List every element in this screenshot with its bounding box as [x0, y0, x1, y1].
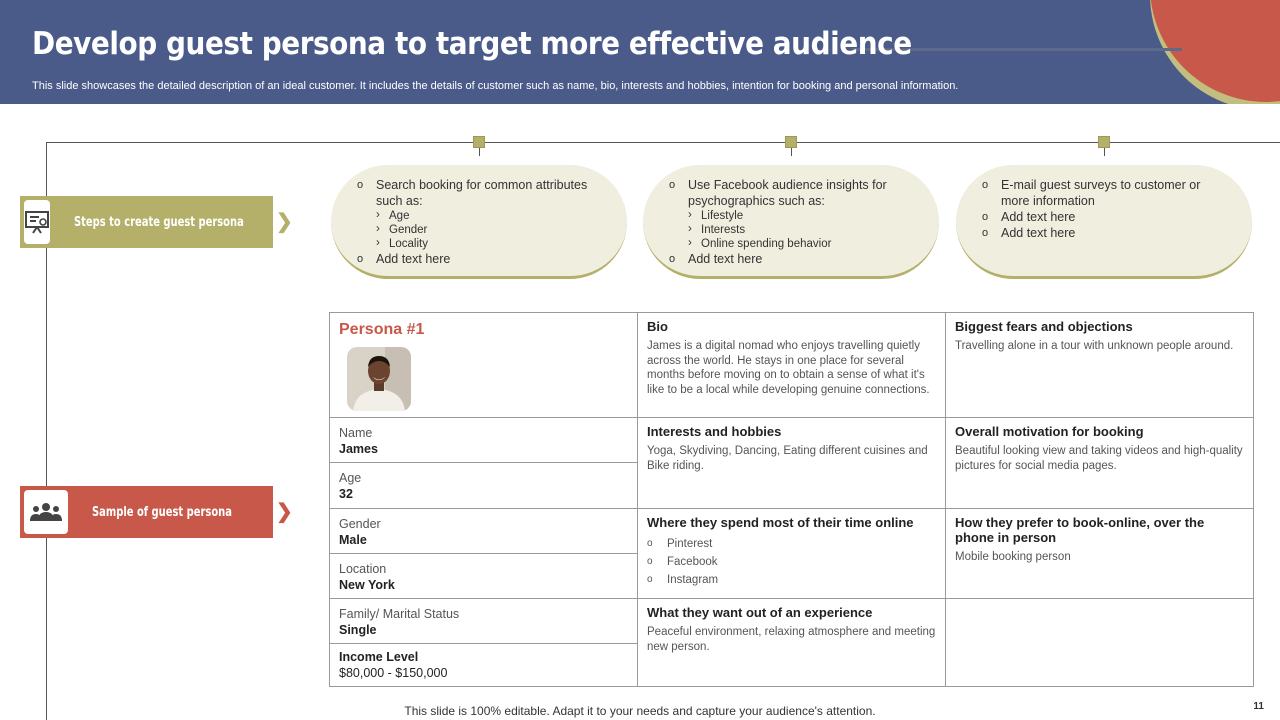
- step-sample-persona: [20, 486, 273, 538]
- slide-subtitle: This slide showcases the detailed description of an ideal customer. It includes the details of customer such as name, bio, interests and hobbies, intention for booking and personal information.: [32, 80, 959, 92]
- field-income-cell: [330, 644, 638, 687]
- pill-subitem: › Interests: [669, 223, 917, 237]
- chevron-right-icon: ❯: [276, 501, 293, 523]
- step-label: Steps to create guest persona: [74, 214, 244, 230]
- field-marital-cell: [330, 599, 638, 644]
- slide-header: [0, 0, 1280, 104]
- bio-cell: [638, 313, 946, 418]
- page-number: 11: [1253, 701, 1264, 712]
- field-value: $80,000 - $150,000: [339, 666, 448, 680]
- empty-cell: [946, 599, 1254, 687]
- pill-subitem: › Locality: [357, 237, 605, 251]
- online-list: [647, 535, 936, 589]
- cell-heading: Where they spend most of their time online: [647, 515, 914, 530]
- decorative-arc-red: [1150, 0, 1280, 102]
- step-label: Sample of guest persona: [92, 504, 232, 520]
- persona-header-cell: [330, 313, 638, 418]
- cell-text: Mobile booking person: [955, 551, 1071, 563]
- footer-note: This slide is 100% editable. Adapt it to your needs and capture your audience's attention.: [404, 704, 876, 718]
- cell-heading: What they want out of an experience: [647, 605, 873, 620]
- field-value: James: [339, 442, 378, 456]
- interests-cell: [638, 418, 946, 509]
- pill-subitem: › Age: [357, 209, 605, 223]
- pill-item: o E-mail guest surveys to customer or more information: [982, 177, 1230, 209]
- field-value: Single: [339, 623, 377, 637]
- want-cell: [638, 599, 946, 687]
- pill-item: o Add text here: [982, 209, 1230, 225]
- pill-subitem: › Lifestyle: [669, 209, 917, 223]
- pill-subitem: › Online spending behavior: [669, 237, 917, 251]
- field-gender-cell: [330, 509, 638, 554]
- pill-item: o Add text here: [982, 225, 1230, 241]
- cell-heading: Overall motivation for booking: [955, 424, 1144, 439]
- fears-cell: [946, 313, 1254, 418]
- list-item: o Instagram: [647, 571, 936, 589]
- field-value: New York: [339, 578, 395, 592]
- connector-node-1: [473, 136, 485, 148]
- connector-node-2: [785, 136, 797, 148]
- pill-item: o Search booking for common attributes such as:: [357, 177, 605, 209]
- cell-heading: Interests and hobbies: [647, 424, 782, 439]
- step-pill-1: [331, 165, 627, 279]
- cell-heading: Biggest fears and objections: [955, 319, 1133, 334]
- cell-text: Peaceful environment, relaxing atmosphere and meeting new person.: [647, 626, 936, 653]
- cell-text: Travelling alone in a tour with unknown people around.: [955, 340, 1234, 352]
- field-label: Location: [339, 562, 387, 576]
- field-label: Gender: [339, 517, 381, 531]
- step-create-persona: [20, 196, 273, 248]
- cell-heading: Bio: [647, 319, 668, 334]
- persona-avatar: [347, 347, 411, 411]
- timeline-horizontal-line: [46, 142, 1280, 143]
- list-item: o Facebook: [647, 553, 936, 571]
- list-item: o Pinterest: [647, 535, 936, 553]
- online-cell: [638, 509, 946, 599]
- field-label: Age: [339, 471, 362, 485]
- field-value: Male: [339, 533, 367, 547]
- field-location-cell: [330, 554, 638, 599]
- connector-node-3: [1098, 136, 1110, 148]
- chevron-right-icon: ❯: [276, 211, 293, 233]
- step-pill-3: [956, 165, 1252, 279]
- cell-text: Beautiful looking view and taking videos and high-quality pictures for social media pages.: [955, 445, 1243, 472]
- field-name-cell: [330, 418, 638, 463]
- slide-title: Develop guest persona to target more effective audience: [32, 26, 912, 62]
- pill-item: o Use Facebook audience insights for psychographics such as:: [669, 177, 917, 209]
- field-age-cell: [330, 463, 638, 509]
- pill-item: o Add text here: [669, 251, 917, 267]
- cell-heading: How they prefer to book-online, over the phone in person: [955, 515, 1205, 545]
- pill-subitem: › Gender: [357, 223, 605, 237]
- users-group-icon: [24, 490, 68, 534]
- pill-item: o Add text here: [357, 251, 605, 267]
- field-label: Family/ Marital Status: [339, 607, 460, 621]
- cell-text: James is a digital nomad who enjoys travelling quietly across the world. He stays in one place for several months before moving on to obtain a sense of what it's like to be a local while developing genuine connections.: [647, 340, 930, 396]
- field-label: Income Level: [339, 650, 419, 664]
- cell-text: Yoga, Skydiving, Dancing, Eating different cuisines and Bike riding.: [647, 445, 928, 472]
- field-label: Name: [339, 426, 373, 440]
- presentation-board-icon: [24, 200, 50, 244]
- persona-table: [329, 312, 1254, 687]
- motivation-cell: [946, 418, 1254, 509]
- step-pill-2: [643, 165, 939, 279]
- field-value: 32: [339, 487, 353, 501]
- persona-title: Persona #1: [339, 321, 425, 338]
- book-pref-cell: [946, 509, 1254, 599]
